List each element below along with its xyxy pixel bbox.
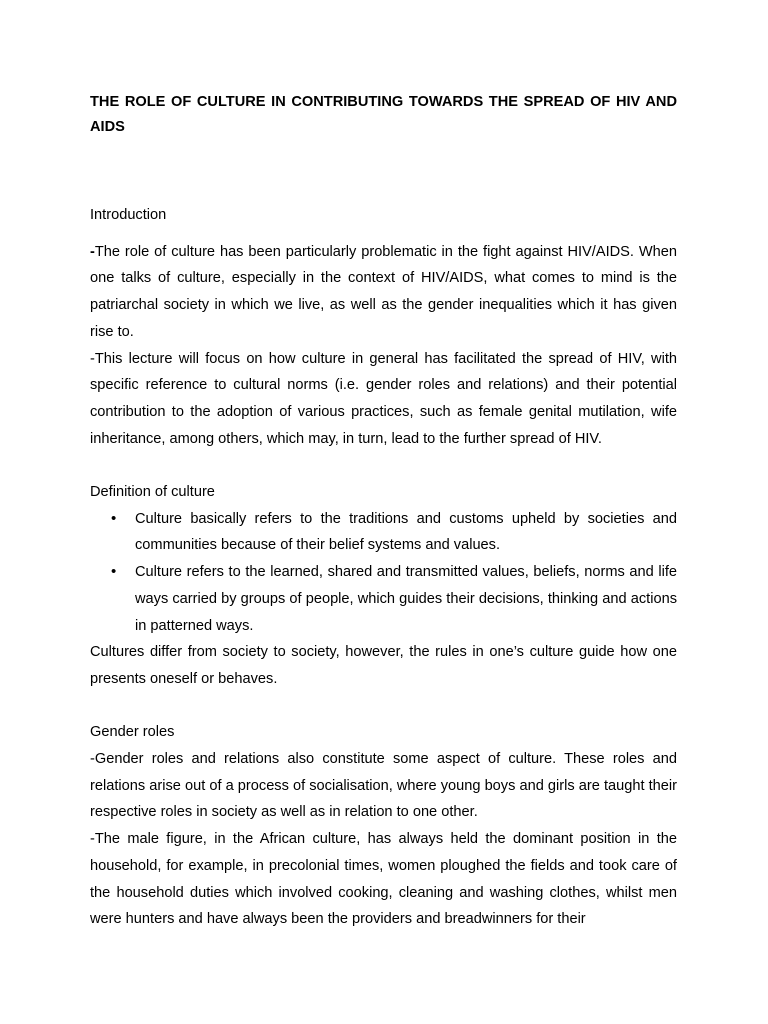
list-item-text: Culture basically refers to the traditions and customs upheld by societies and communities because of their belief systems and values.	[135, 510, 677, 554]
gender-roles-heading: Gender roles	[90, 724, 175, 741]
definition-closing-paragraph: Cultures differ from society to society, however, the rules in one’s culture guide how one presents oneself or behaves.	[90, 644, 677, 687]
document-page	[90, 90, 677, 933]
document-title: THE ROLE OF CULTURE IN CONTRIBUTING TOWARDS THE SPREAD OF HIV AND AIDS	[90, 94, 677, 135]
list-item-text: Culture refers to the learned, shared and transmitted values, beliefs, norms and life ways carried by groups of people, which guides their decisions, thinking and actions in patterned ways.	[135, 564, 677, 634]
bullet-icon: •	[111, 509, 117, 527]
introduction-heading: Introduction	[90, 207, 167, 223]
gender-roles-paragraph-2: -The male figure, in the African culture, has always held the dominant position in the household, for example, in precolonial times, women ploughed the fields and took care of the household duties which involved cooking, cleaning and washing clothes, whilst men were hunters and have always been the providers and breadwinners for their	[90, 831, 677, 928]
definition-bullet-list	[90, 506, 677, 640]
bullet-icon: •	[111, 563, 117, 581]
introduction-paragraph-1-text: The role of culture has been particularly problematic in the fight against HIV/AIDS. When one talks of culture, especially in the context of HIV/AIDS, what comes to mind is the patriarchal society in which we live, as well as the gender inequalities which it has given rise to.	[90, 243, 677, 340]
definition-heading: Definition of culture	[90, 484, 215, 501]
list-item	[90, 559, 677, 639]
paragraph-dash: -	[90, 243, 95, 260]
list-item	[90, 506, 677, 559]
gender-roles-paragraph-1: -Gender roles and relations also constitute some aspect of culture. These roles and relations arise out of a process of socialisation, where young boys and girls are taught their respective roles in society as well as in relation to one other.	[90, 751, 677, 821]
introduction-paragraph-1	[90, 239, 677, 346]
introduction-paragraph-2: -This lecture will focus on how culture in general has facilitated the spread of HIV, with specific reference to cultural norms (i.e. gender roles and relations) and their potential contribution to the adoption of various practices, such as female genital mutilation, wife inheritance, among others, which may, in turn, lead to the further spread of HIV.	[90, 350, 677, 447]
